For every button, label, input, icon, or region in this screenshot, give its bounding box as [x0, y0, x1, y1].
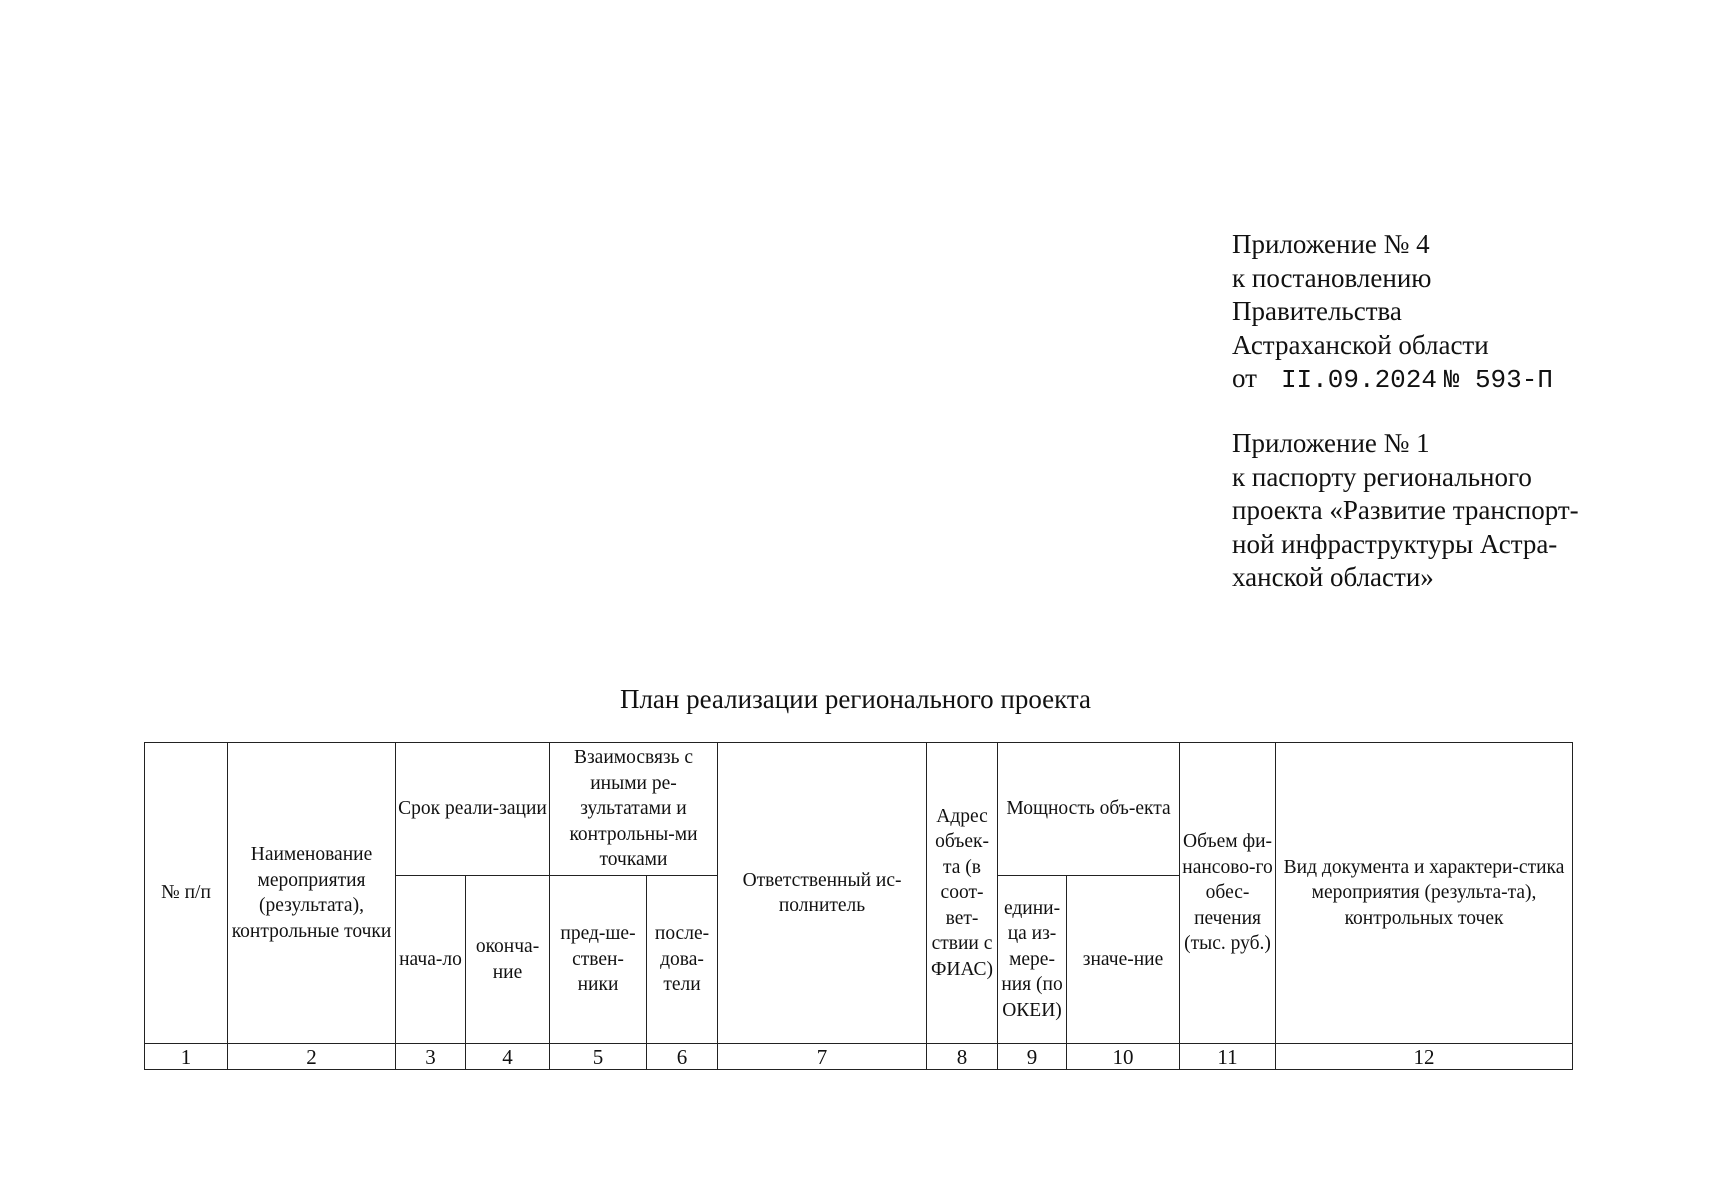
column-number: 9	[998, 1044, 1067, 1070]
header-term-end: оконча-ние	[466, 876, 550, 1044]
header-capacity-unit: едини-ца из-мере-ния (по ОКЕИ)	[998, 876, 1067, 1044]
column-number: 4	[466, 1044, 550, 1070]
header-doc-type: Вид документа и характери-стика мероприятия (результа-та), контрольных точек	[1276, 743, 1573, 1044]
appendix-1-line: к паспорту регионального	[1232, 461, 1532, 492]
column-number: 8	[927, 1044, 998, 1070]
header-capacity: Мощность объ-екта	[998, 743, 1180, 876]
header-finance: Объем фи-нансово-го обес-печения (тыс. руб.)	[1180, 743, 1276, 1044]
appendix-1-block	[1232, 427, 1579, 595]
column-number: 7	[718, 1044, 927, 1070]
appendix-1-line: ханской области»	[1232, 562, 1434, 592]
appendix-1-line: проекта «Развитие транспорт-	[1232, 495, 1579, 525]
column-number: 5	[550, 1044, 647, 1070]
header-address: Адрес объек-та (в соот-вет-ствии с ФИАС)	[927, 743, 998, 1044]
appendix-1-line: ной инфраструктуры Астра-	[1232, 528, 1558, 559]
header-link-prev: пред-ше-ствен-ники	[550, 876, 647, 1044]
plan-table	[144, 742, 1573, 1070]
appendix-4-block	[1232, 228, 1553, 398]
column-number: 3	[396, 1044, 466, 1070]
appendix-4-line: Астраханской области	[1232, 329, 1489, 360]
appendix-4-date-line	[1232, 362, 1553, 398]
page-title: План реализации регионального проекта	[619, 684, 1092, 714]
header-link: Взаимосвязь с иными ре-зультатами и контрольны-ми точками	[550, 743, 718, 876]
header-name: Наименование мероприятия (результата), контрольные точки	[228, 743, 396, 1044]
appendix-1-title: Приложение № 1	[1232, 428, 1430, 458]
appendix-4-title: Приложение № 4	[1232, 229, 1430, 259]
column-number: 10	[1067, 1044, 1180, 1070]
column-number: 2	[228, 1044, 396, 1070]
header-num: № п/п	[145, 743, 228, 1044]
date-prefix: от	[1232, 363, 1257, 393]
column-number: 1	[145, 1044, 228, 1070]
header-responsible: Ответственный ис-полнитель	[718, 743, 927, 1044]
header-term: Срок реали-зации	[396, 743, 550, 876]
column-number: 12	[1276, 1044, 1573, 1070]
appendix-4-line: к постановлению	[1232, 262, 1432, 293]
header-capacity-value: значе-ние	[1067, 876, 1180, 1044]
header-link-next: после-дова-тели	[647, 876, 718, 1044]
column-number: 6	[647, 1044, 718, 1070]
resolution-date: II.09.2024	[1280, 365, 1437, 395]
column-number: 11	[1180, 1044, 1276, 1070]
appendix-4-line: Правительства	[1232, 296, 1402, 326]
resolution-number: № 593-П	[1443, 365, 1553, 395]
header-term-start: нача-ло	[396, 876, 466, 1044]
